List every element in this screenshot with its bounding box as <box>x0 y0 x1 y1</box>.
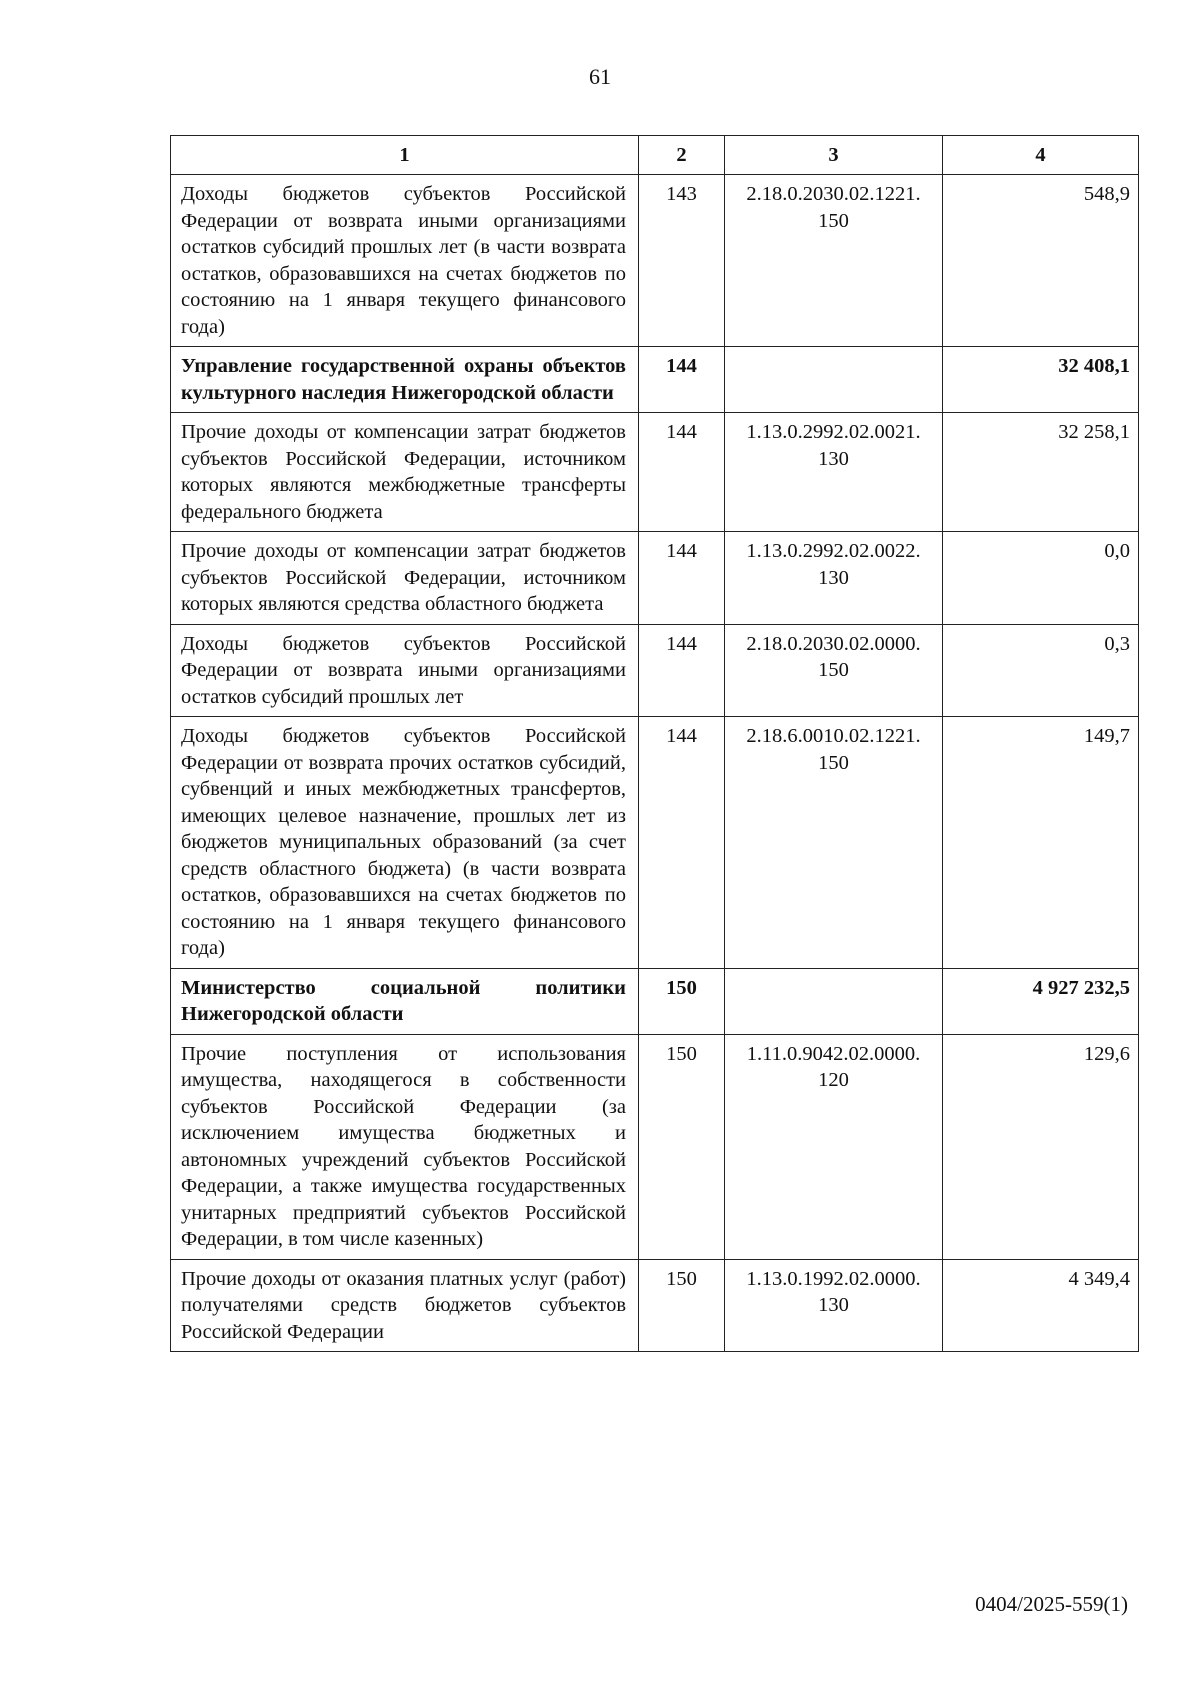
row-amount-cell: 32 258,1 <box>943 413 1139 532</box>
row-kbk-cell: 1.11.0.9042.02.0000. 120 <box>725 1034 943 1259</box>
header-row <box>171 136 1139 175</box>
row-kbk-cell <box>725 968 943 1034</box>
row-kbk-cell: 1.13.0.2992.02.0022. 130 <box>725 532 943 625</box>
table-row <box>171 532 1139 625</box>
header-col-3: 3 <box>725 136 943 175</box>
row-name-cell: Прочие доходы от компенсации затрат бюджетов субъектов Российской Федерации, источником которых являются средства областного бюджета <box>171 532 639 625</box>
row-name-cell: Прочие поступления от использования имущества, находящегося в собственности субъектов Российской Федерации (за исключением имущества бюджетных и автономных учреждений субъектов Российской Федерации, а также имущества государственных унитарных предприятий субъектов Российской Федерации, в том числе казенных) <box>171 1034 639 1259</box>
row-amount-cell: 4 349,4 <box>943 1259 1139 1352</box>
row-amount-cell: 0,3 <box>943 624 1139 717</box>
row-kbk-cell <box>725 347 943 413</box>
revenue-table <box>170 135 1139 1352</box>
row-code-cell: 144 <box>639 624 725 717</box>
document-number: 0404/2025-559(1) <box>975 1592 1128 1616</box>
row-kbk-cell: 2.18.0.2030.02.1221. 150 <box>725 175 943 347</box>
row-name-cell: Доходы бюджетов субъектов Российской Федерации от возврата прочих остатков субсидий, субвенций и иных межбюджетных трансфертов, имеющих целевое назначение, прошлых лет из бюджетов муниципальных образований (за счет средств областного бюджета) (в части возврата остатков, образовавшихся на счетах бюджетов по состоянию на 1 января текущего финансового года) <box>171 717 639 969</box>
row-kbk-cell: 1.13.0.2992.02.0021. 130 <box>725 413 943 532</box>
table-body <box>171 175 1139 1352</box>
row-code-cell: 143 <box>639 175 725 347</box>
row-amount-cell: 32 408,1 <box>943 347 1139 413</box>
row-name-cell: Прочие доходы от компенсации затрат бюджетов субъектов Российской Федерации, источником которых являются межбюджетные трансферты федерального бюджета <box>171 413 639 532</box>
row-kbk-cell: 2.18.6.0010.02.1221. 150 <box>725 717 943 969</box>
header-col-1: 1 <box>171 136 639 175</box>
row-kbk-cell: 1.13.0.1992.02.0000. 130 <box>725 1259 943 1352</box>
page-number: 61 <box>589 64 611 89</box>
table-row <box>171 1259 1139 1352</box>
row-code-cell: 144 <box>639 413 725 532</box>
table-row <box>171 1034 1139 1259</box>
row-code-cell: 144 <box>639 532 725 625</box>
table-row <box>171 968 1139 1034</box>
row-amount-cell: 548,9 <box>943 175 1139 347</box>
header-col-2: 2 <box>639 136 725 175</box>
row-amount-cell: 129,6 <box>943 1034 1139 1259</box>
row-name-cell: Доходы бюджетов субъектов Российской Федерации от возврата иными организациями остатков субсидий прошлых лет <box>171 624 639 717</box>
header-col-4: 4 <box>943 136 1139 175</box>
row-code-cell: 144 <box>639 717 725 969</box>
row-code-cell: 150 <box>639 1034 725 1259</box>
row-code-cell: 150 <box>639 968 725 1034</box>
row-amount-cell: 0,0 <box>943 532 1139 625</box>
row-amount-cell: 4 927 232,5 <box>943 968 1139 1034</box>
row-code-cell: 150 <box>639 1259 725 1352</box>
row-name-cell: Министерство социальной политики Нижегородской области <box>171 968 639 1034</box>
row-name-cell: Прочие доходы от оказания платных услуг (работ) получателями средств бюджетов субъектов Российской Федерации <box>171 1259 639 1352</box>
table-row <box>171 347 1139 413</box>
row-name-cell: Управление государственной охраны объектов культурного наследия Нижегородской области <box>171 347 639 413</box>
row-amount-cell: 149,7 <box>943 717 1139 969</box>
table-row <box>171 624 1139 717</box>
row-code-cell: 144 <box>639 347 725 413</box>
row-name-cell: Доходы бюджетов субъектов Российской Федерации от возврата иными организациями остатков субсидий прошлых лет (в части возврата остатков, образовавшихся на счетах бюджетов по состоянию на 1 января текущего финансового года) <box>171 175 639 347</box>
table-row <box>171 413 1139 532</box>
row-kbk-cell: 2.18.0.2030.02.0000. 150 <box>725 624 943 717</box>
table-row <box>171 717 1139 969</box>
table-row <box>171 175 1139 347</box>
